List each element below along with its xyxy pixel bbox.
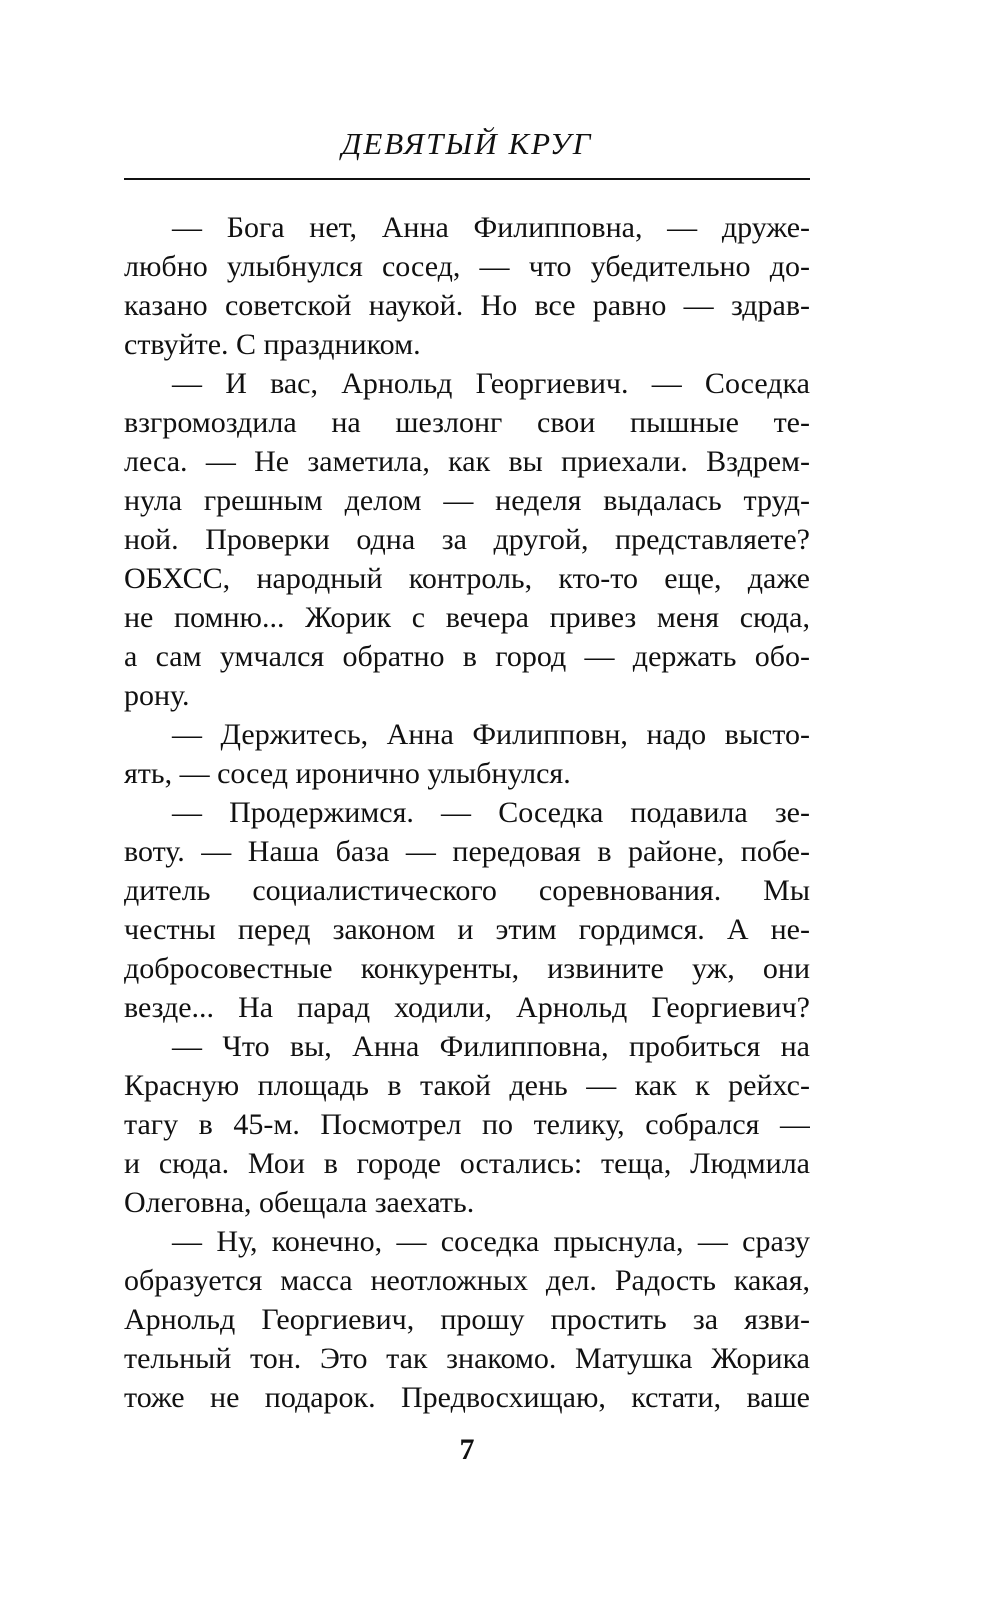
text-line: тоже не подарок. Предвосхищаю, кстати, ваше <box>124 1381 810 1414</box>
text-line: — Ну, конечно, — соседка прыснула, — сразу <box>172 1225 810 1258</box>
text-line: рону. <box>124 679 190 712</box>
text-line: ять, — сосед иронично улыбнулся. <box>124 757 571 790</box>
text-line: тельный тон. Это так знакомо. Матушка Жорика <box>124 1342 810 1375</box>
body-text <box>124 208 810 1417</box>
text-line: ной. Проверки одна за другой, представляете? <box>124 523 810 556</box>
text-line: и сюда. Мои в городе остались: теща, Людмила <box>124 1147 810 1180</box>
text-line: любно улыбнулся сосед, — что убедительно до- <box>124 250 810 283</box>
text-line: дитель социалистического соревнования. Мы <box>124 874 810 907</box>
text-line: леса. — Не заметила, как вы приехали. Вздрем- <box>124 445 810 478</box>
header-rule <box>124 178 810 180</box>
text-line: — Держитесь, Анна Филипповн, надо высто- <box>172 718 810 751</box>
text-line: воту. — Наша база — передовая в районе, побе- <box>124 835 810 868</box>
text-line: тагу в 45-м. Посмотрел по телику, собрался — <box>124 1108 810 1141</box>
text-line: — И вас, Арнольд Георгиевич. — Соседка <box>172 367 810 400</box>
text-line: везде... На парад ходили, Арнольд Георгиевич? <box>124 991 810 1024</box>
text-line: а сам умчался обратно в город — держать обо- <box>124 640 810 673</box>
text-line: образуется масса неотложных дел. Радость какая, <box>124 1264 810 1297</box>
running-head-title: ДЕВЯТЫЙ КРУГ <box>341 126 593 161</box>
text-line: честны перед законом и этим гордимся. А не- <box>124 913 810 946</box>
text-line: ОБХСС, народный контроль, кто-то еще, даже <box>124 562 810 595</box>
text-line: Арнольд Георгиевич, прошу простить за язви- <box>124 1303 810 1336</box>
text-line: нула грешным делом — неделя выдалась труд- <box>124 484 810 517</box>
text-line: Красную площадь в такой день — как к рейхс- <box>124 1069 810 1102</box>
page-number: 7 <box>459 1433 475 1466</box>
text-line: добросовестные конкуренты, извините уж, они <box>124 952 810 985</box>
text-line: ствуйте. С праздником. <box>124 328 421 361</box>
text-line: — Продержимся. — Соседка подавила зе- <box>172 796 810 829</box>
text-line: — Что вы, Анна Филипповна, пробиться на <box>172 1030 810 1063</box>
text-line: взгромоздила на шезлонг свои пышные те- <box>124 406 810 439</box>
text-line: не помню... Жорик с вечера привез меня сюда, <box>124 601 810 634</box>
text-line: — Бога нет, Анна Филипповна, — друже- <box>172 211 810 244</box>
text-line: казано советской наукой. Но все равно — здрав- <box>124 289 810 322</box>
text-line: Олеговна, обещала заехать. <box>124 1186 475 1219</box>
